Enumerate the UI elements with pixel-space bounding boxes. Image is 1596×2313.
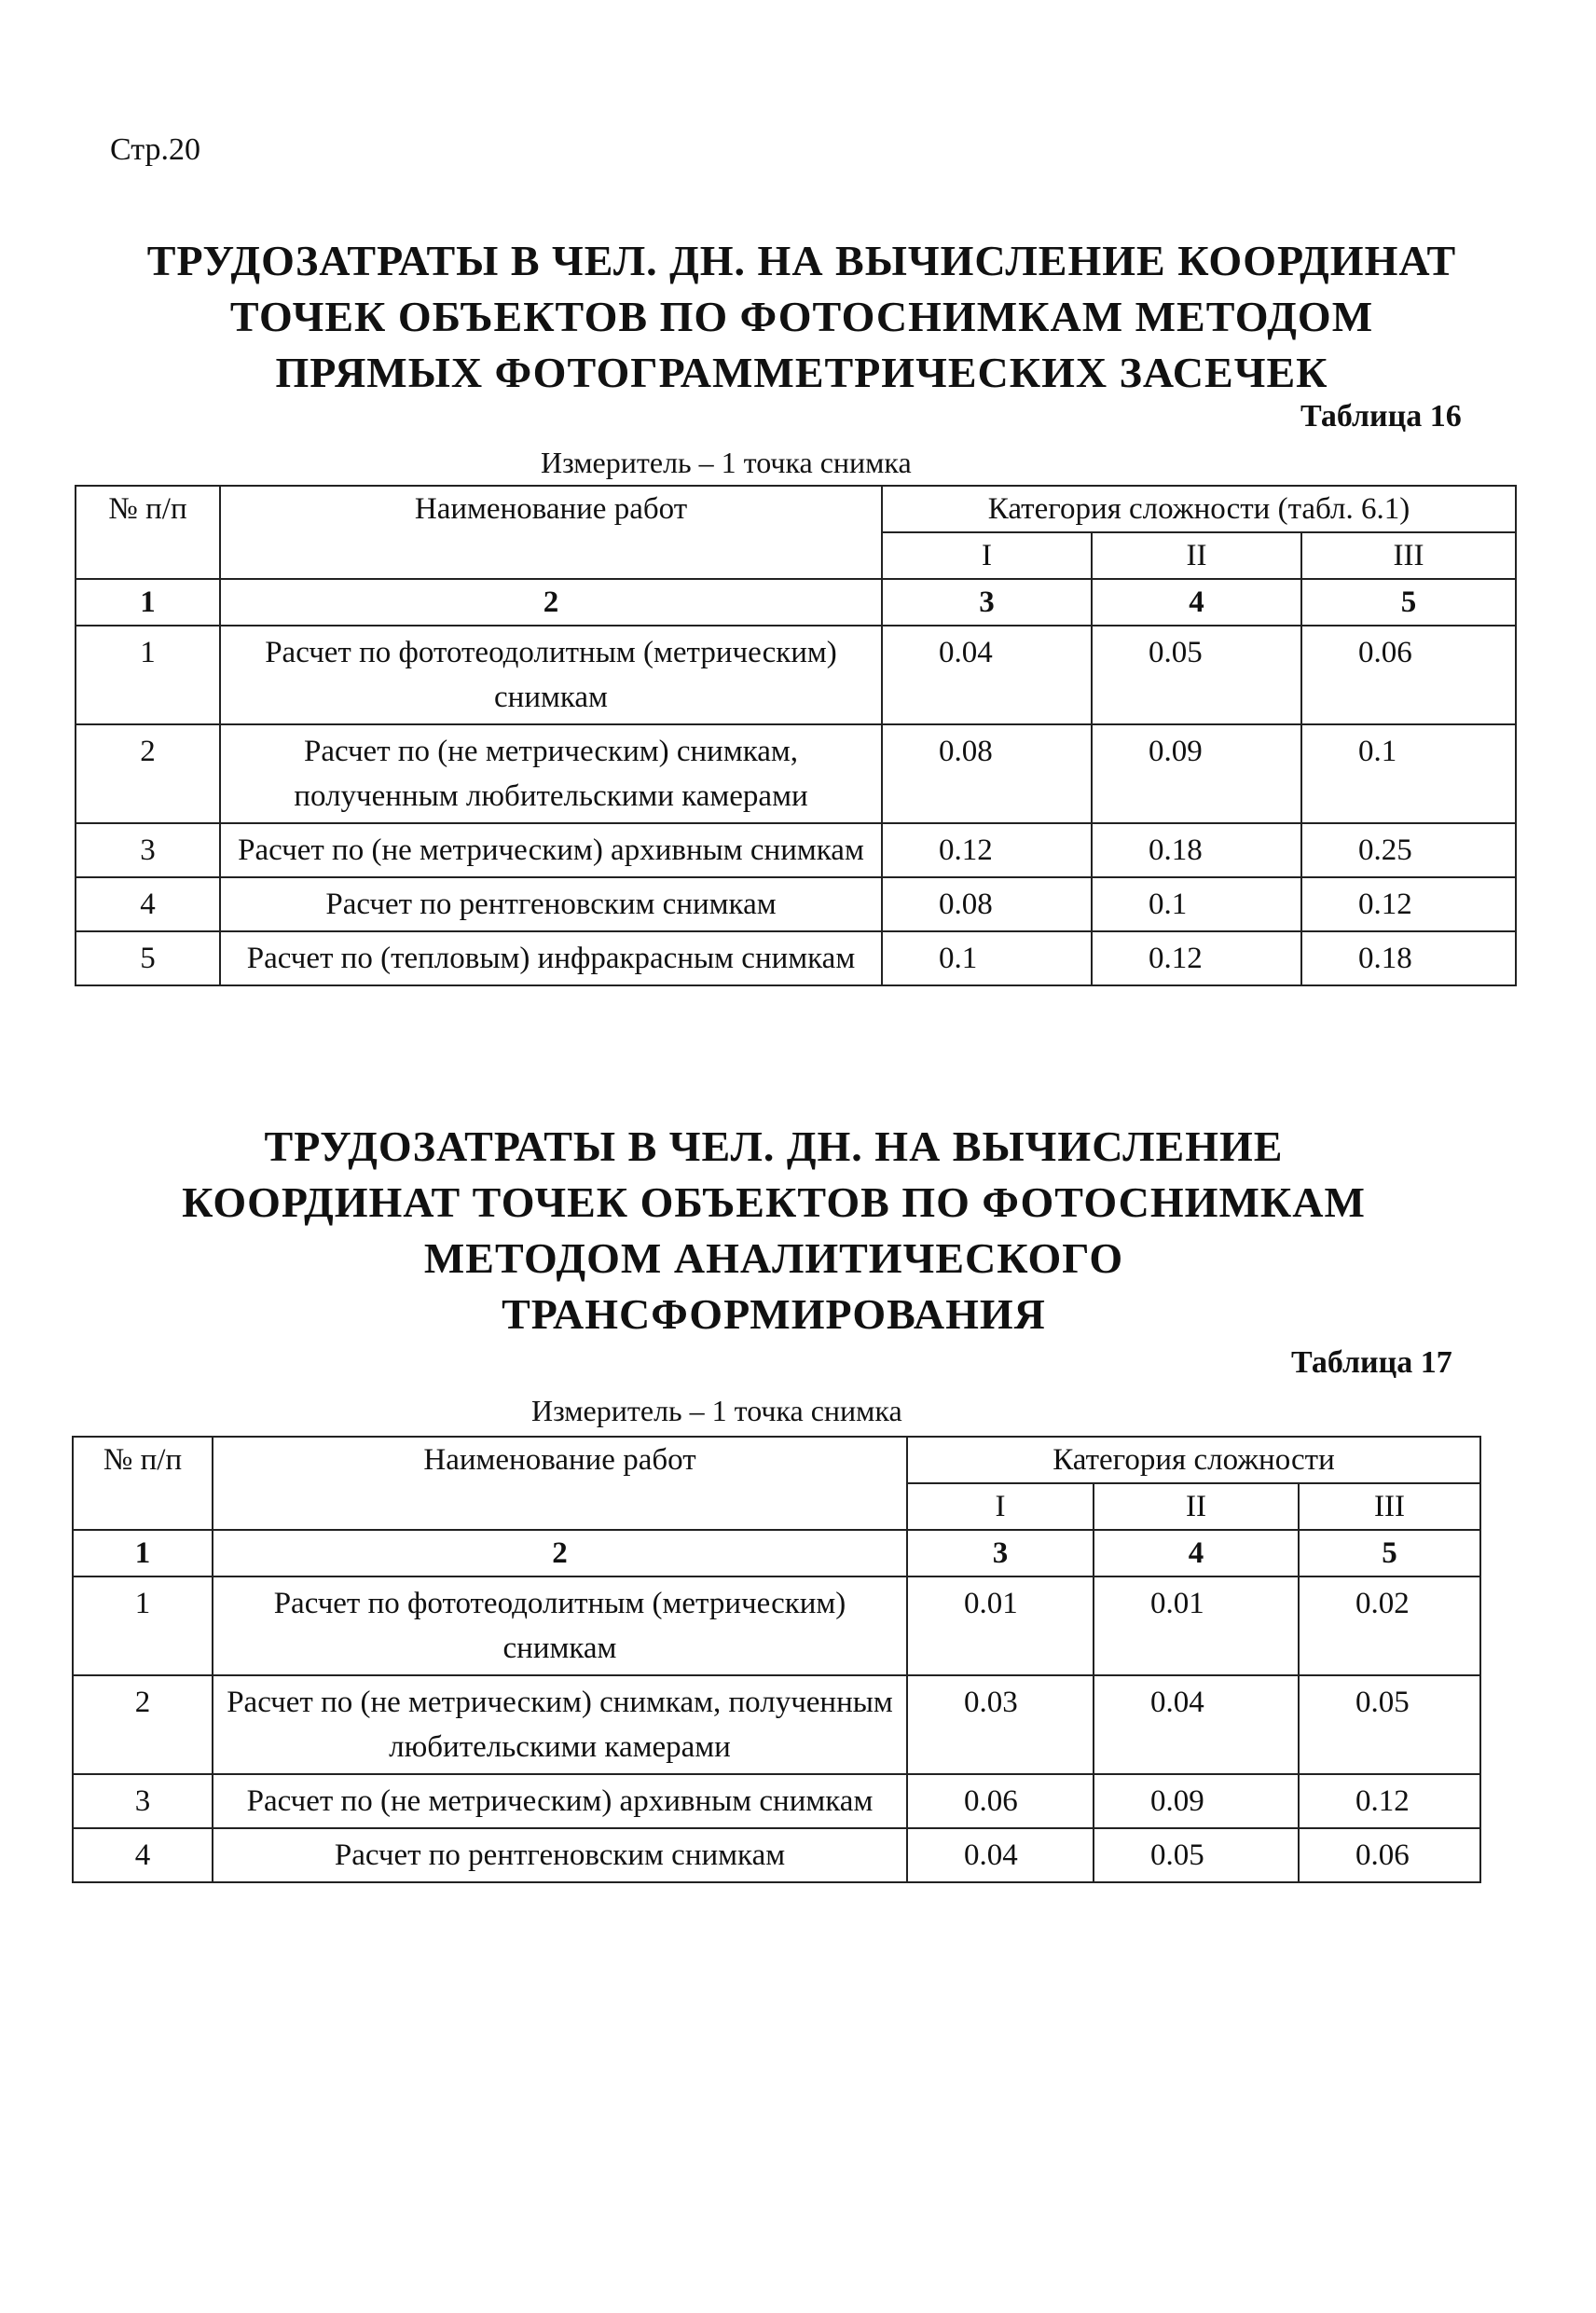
row-value-cat1: 0.06 — [907, 1774, 1094, 1828]
table-row — [76, 931, 1516, 985]
row-value-cat1: 0.03 — [907, 1675, 1094, 1774]
row-value-cat2: 0.1 — [1092, 877, 1301, 931]
header-num: № п/п — [73, 1437, 213, 1530]
header-cat-2: II — [1092, 532, 1301, 579]
col-number: 4 — [1094, 1530, 1299, 1576]
table-row — [73, 1576, 1480, 1675]
row-num: 4 — [73, 1828, 213, 1882]
table16-title-line: ТРУДОЗАТРАТЫ В ЧЕЛ. ДН. НА ВЫЧИСЛЕНИЕ КООРДИНАТ — [146, 237, 1457, 284]
page-number: Стр.20 — [110, 132, 201, 167]
row-value-cat3: 0.18 — [1301, 931, 1516, 985]
row-value-cat2: 0.09 — [1092, 724, 1301, 823]
row-value-cat1: 0.08 — [882, 724, 1092, 823]
col-number: 2 — [213, 1530, 907, 1576]
row-value-cat1: 0.04 — [907, 1828, 1094, 1882]
col-number: 2 — [220, 579, 882, 626]
row-value-cat1: 0.04 — [882, 626, 1092, 724]
header-name: Наименование работ — [220, 486, 882, 579]
row-name: Расчет по (тепловым) инфракрасным снимкам — [220, 931, 882, 985]
col-number: 1 — [76, 579, 220, 626]
header-name: Наименование работ — [213, 1437, 907, 1530]
table-row — [73, 1675, 1480, 1774]
header-category: Категория сложности — [907, 1437, 1480, 1483]
row-num: 3 — [76, 823, 220, 877]
table16-title-line: ТОЧЕК ОБЪЕКТОВ ПО ФОТОСНИМКАМ МЕТОДОМ — [229, 293, 1374, 340]
col-number: 1 — [73, 1530, 213, 1576]
row-num: 5 — [76, 931, 220, 985]
col-number: 3 — [907, 1530, 1094, 1576]
row-value-cat1: 0.01 — [907, 1576, 1094, 1675]
table16-meter: Измеритель – 1 точка снимка — [541, 446, 912, 479]
table16-title — [75, 233, 1529, 401]
table-row — [76, 877, 1516, 931]
row-value-cat3: 0.1 — [1301, 724, 1516, 823]
row-value-cat1: 0.1 — [882, 931, 1092, 985]
table17-title-line: ТРАНСФОРМИРОВАНИЯ — [502, 1290, 1046, 1338]
header-num: № п/п — [76, 486, 220, 579]
header-cat-1: I — [882, 532, 1092, 579]
table-row — [73, 1828, 1480, 1882]
col-number: 3 — [882, 579, 1092, 626]
table-row — [73, 1774, 1480, 1828]
row-value-cat3: 0.05 — [1299, 1675, 1480, 1774]
table17-title — [75, 1119, 1473, 1342]
row-value-cat2: 0.05 — [1094, 1828, 1299, 1882]
row-name: Расчет по фототеодолитным (метрическим) снимкам — [220, 626, 882, 724]
row-value-cat3: 0.06 — [1299, 1828, 1480, 1882]
table-row — [76, 724, 1516, 823]
row-value-cat3: 0.25 — [1301, 823, 1516, 877]
row-value-cat2: 0.09 — [1094, 1774, 1299, 1828]
col-number: 5 — [1299, 1530, 1480, 1576]
table16 — [75, 485, 1517, 986]
row-name: Расчет по фототеодолитным (метрическим) снимкам — [213, 1576, 907, 1675]
row-value-cat3: 0.12 — [1299, 1774, 1480, 1828]
table17-title-line: ТРУДОЗАТРАТЫ В ЧЕЛ. ДН. НА ВЫЧИСЛЕНИЕ — [264, 1122, 1284, 1170]
header-cat-3: III — [1299, 1483, 1480, 1530]
table17-title-line: МЕТОДОМ АНАЛИТИЧЕСКОГО — [423, 1234, 1124, 1282]
row-value-cat2: 0.18 — [1092, 823, 1301, 877]
row-num: 1 — [73, 1576, 213, 1675]
row-num: 2 — [76, 724, 220, 823]
row-name: Расчет по (не метрическим) снимкам, полученным любительскими камерами — [220, 724, 882, 823]
table16-title-line: ПРЯМЫХ ФОТОГРАММЕТРИЧЕСКИХ ЗАСЕЧЕК — [275, 349, 1328, 396]
table17-meter: Измеритель – 1 точка снимка — [531, 1394, 902, 1427]
header-cat-3: III — [1301, 532, 1516, 579]
header-cat-2: II — [1094, 1483, 1299, 1530]
table16-label: Таблица 16 — [1300, 399, 1462, 434]
header-cat-1: I — [907, 1483, 1094, 1530]
row-value-cat2: 0.01 — [1094, 1576, 1299, 1675]
row-value-cat3: 0.06 — [1301, 626, 1516, 724]
row-value-cat1: 0.08 — [882, 877, 1092, 931]
header-category: Категория сложности (табл. 6.1) — [882, 486, 1516, 532]
row-name: Расчет по рентгеновским снимкам — [220, 877, 882, 931]
row-value-cat2: 0.04 — [1094, 1675, 1299, 1774]
row-value-cat2: 0.05 — [1092, 626, 1301, 724]
row-value-cat1: 0.12 — [882, 823, 1092, 877]
row-num: 4 — [76, 877, 220, 931]
table17-title-line: КООРДИНАТ ТОЧЕК ОБЪЕКТОВ ПО ФОТОСНИМКАМ — [182, 1178, 1366, 1226]
row-name: Расчет по (не метрическим) снимкам, полученным любительскими камерами — [213, 1675, 907, 1774]
row-name: Расчет по рентгеновским снимкам — [213, 1828, 907, 1882]
col-number: 5 — [1301, 579, 1516, 626]
row-num: 1 — [76, 626, 220, 724]
row-num: 3 — [73, 1774, 213, 1828]
table-row — [76, 823, 1516, 877]
row-value-cat2: 0.12 — [1092, 931, 1301, 985]
table17-label: Таблица 17 — [1291, 1345, 1452, 1380]
row-num: 2 — [73, 1675, 213, 1774]
row-name: Расчет по (не метрическим) архивным снимкам — [213, 1774, 907, 1828]
row-value-cat3: 0.12 — [1301, 877, 1516, 931]
col-number: 4 — [1092, 579, 1301, 626]
row-name: Расчет по (не метрическим) архивным снимкам — [220, 823, 882, 877]
row-value-cat3: 0.02 — [1299, 1576, 1480, 1675]
table-row — [76, 626, 1516, 724]
table17 — [72, 1436, 1481, 1883]
